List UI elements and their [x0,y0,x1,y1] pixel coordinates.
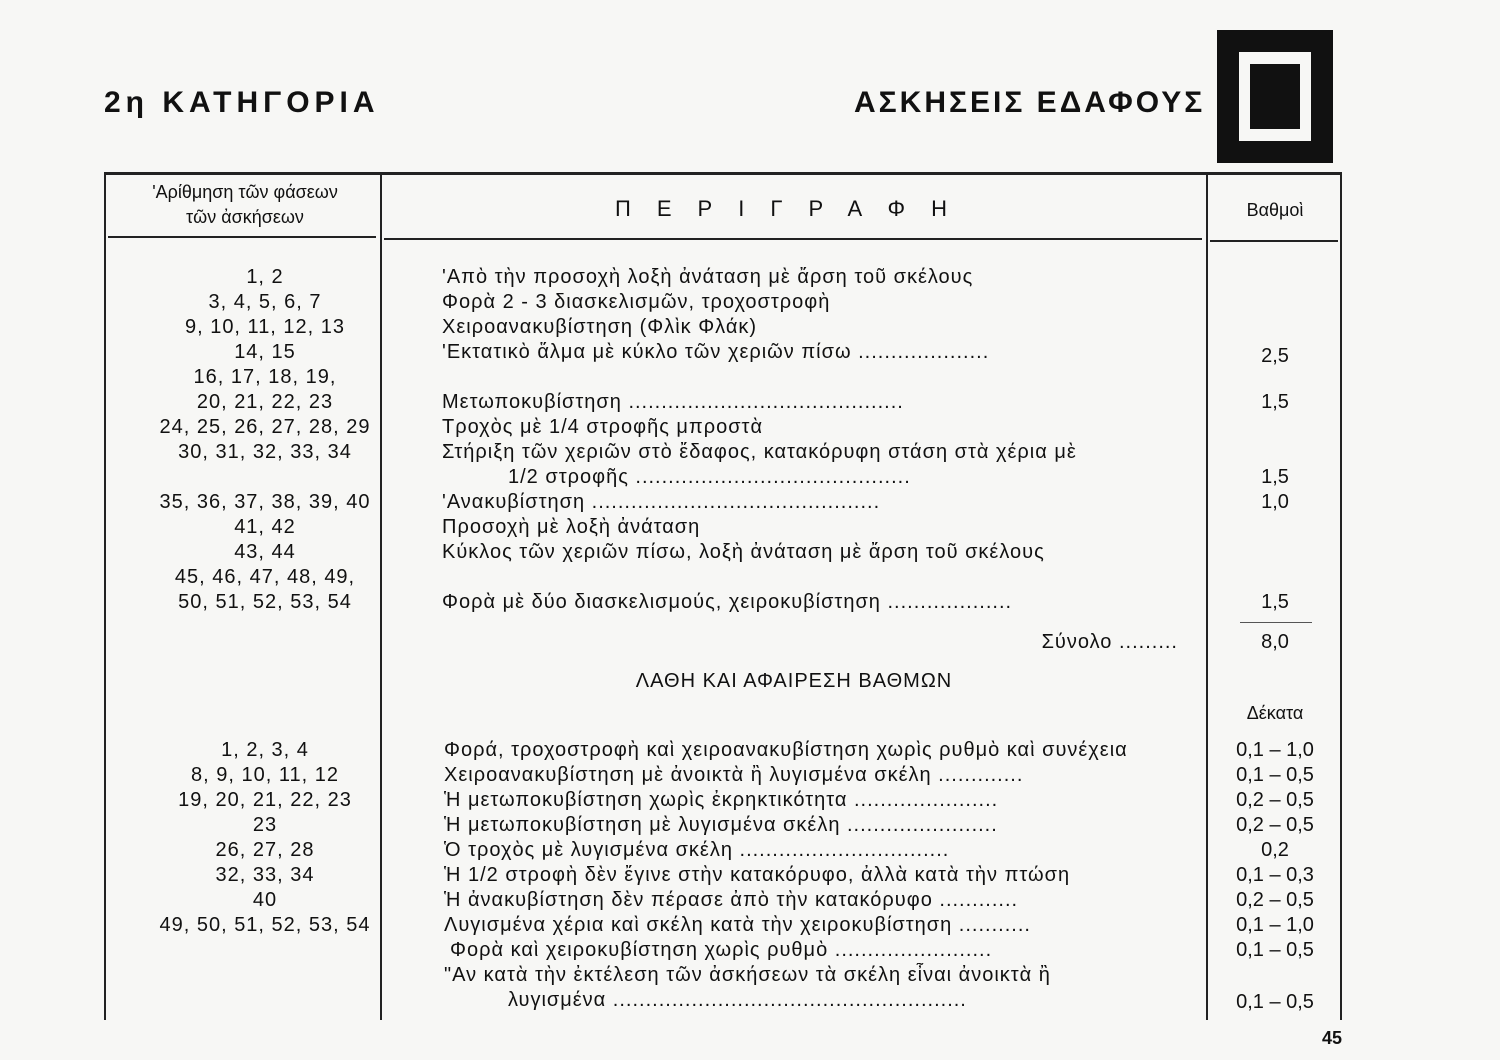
row-numbers: 26, 27, 28 [215,839,315,861]
row-numbers: 8, 9, 10, 11, 12 [191,764,339,786]
table-row [104,365,1342,390]
column-header-numbering-line1: 'Αρίθμηση τῶν φάσεων [152,182,338,202]
error-row [104,813,1342,838]
category-title: 2η ΚΑΤΗΓΟΡΙΑ [104,86,380,119]
row-description: Φορὰ 2 - 3 διασκελισμῶν, τροχοστροφὴ [442,291,831,313]
row-numbers: 45, 46, 47, 48, 49, [174,566,356,588]
table-row [104,565,1342,590]
table-row [104,315,1342,340]
table-row [104,265,1342,290]
error-row [104,838,1342,863]
row-deduction: 0,1 – 0,5 [1236,764,1314,786]
row-numbers: 19, 20, 21, 22, 23 [178,789,352,811]
errors-title: ΛΑΘΗ ΚΑΙ ΑΦΑΙΡΕΣΗ ΒΑΘΜΩΝ [635,670,953,692]
row-description: "Αν κατὰ τὴν ἐκτέλεση τῶν ἀσκήσεων τὰ σκέλη εἶναι ἀνοικτὰ ἢ [444,964,1051,986]
row-description: Λυγισμένα χέρια καὶ σκέλη κατὰ τὴν χειροκυβίστηση ........... [444,914,1031,936]
row-numbers: 41, 42 [234,516,296,538]
row-description: Ὁ τροχὸς μὲ λυγισμένα σκέλη ................................ [444,839,950,861]
table-row [104,415,1342,440]
tenths-label: Δέκατα [1246,703,1304,723]
row-deduction: 0,1 – 0,3 [1236,864,1314,886]
error-row [104,963,1342,988]
row-numbers: 50, 51, 52, 53, 54 [178,591,352,613]
row-points: 2,5 [1261,345,1289,367]
row-deduction: 0,2 – 0,5 [1236,814,1314,836]
table-row [104,590,1342,615]
table-row [104,390,1342,415]
row-description: Φορά, τροχοστροφὴ καὶ χειροανακυβίστηση χωρὶς ρυθμὸ καὶ συνέχεια [444,739,1128,761]
row-description: 'Εκτατικὸ ἅλμα μὲ κύκλο τῶν χεριῶν πίσω .................... [442,341,990,363]
row-description: Φορὰ μὲ δύο διασκελισμούς, χειροκυβίστηση ................... [442,591,1013,613]
error-row [104,888,1342,913]
row-deduction: 0,2 [1261,839,1289,861]
row-points: 1,0 [1261,491,1289,513]
row-deduction: 0,1 – 0,5 [1236,939,1314,961]
row-numbers: 1, 2 [246,266,284,288]
error-row [104,913,1342,938]
errors-section-header [104,669,1342,694]
row-numbers: 9, 10, 11, 12, 13 [184,316,346,338]
page-number: 45 [1322,1028,1343,1048]
row-numbers: 23 [252,814,278,836]
table-row [104,440,1342,465]
row-deduction: 0,2 – 0,5 [1236,889,1314,911]
row-numbers: 35, 36, 37, 38, 39, 40 [159,491,371,513]
row-deduction: 0,1 – 1,0 [1236,739,1314,761]
column-header-points: Βαθμοὶ [1246,200,1304,220]
row-description: Χειροανακυβίστηση μὲ ἀνοικτὰ ἢ λυγισμένα σκέλη ............. [444,764,1024,786]
row-description: λυγισμένα ...................................................... [508,989,967,1011]
row-description: Στήριξη τῶν χεριῶν στὸ ἔδαφος, κατακόρυφη στάση στὰ χέρια μὲ [442,441,1077,463]
row-description: Τροχὸς μὲ 1/4 στροφῆς μπροστὰ [442,416,764,438]
row-numbers: 1, 2, 3, 4 [221,739,309,761]
row-description: Ἡ 1/2 στροφὴ δὲν ἔγινε στὴν κατακόρυφο, ἀλλὰ κατὰ τὴν πτώση [444,864,1071,886]
tenths-row [104,701,1342,726]
row-numbers: 30, 31, 32, 33, 34 [178,441,352,463]
total-row [104,630,1342,655]
row-numbers: 24, 25, 26, 27, 28, 29 [159,416,371,438]
row-deduction: 0,1 – 1,0 [1236,914,1314,936]
table-row [104,340,1342,365]
row-deduction: 0,2 – 0,5 [1236,789,1314,811]
row-numbers: 16, 17, 18, 19, [193,366,337,388]
error-row [104,938,1342,963]
error-row [104,988,1342,1013]
row-description: Ἡ μετωποκυβίστηση μὲ λυγισμένα σκέλη ....................... [444,814,998,836]
row-description: 1/2 στροφῆς .......................................... [508,466,911,488]
scoring-table [104,172,1342,1020]
table-row [104,490,1342,515]
table-row [104,290,1342,315]
column-header-description: ΠΕΡΙΓΡΑΦΗ [615,196,973,221]
error-row [104,788,1342,813]
error-row [104,738,1342,763]
row-description: Φορὰ καὶ χειροκυβίστηση χωρὶς ρυθμὸ ........................ [450,939,993,961]
column-header-numbering-line2: τῶν ἀσκήσεων [186,207,304,227]
row-numbers: 3, 4, 5, 6, 7 [208,291,322,313]
row-points: 1,5 [1261,391,1289,413]
row-numbers: 14, 15 [234,341,296,363]
table-row [104,540,1342,565]
error-row [104,863,1342,888]
table-row [104,515,1342,540]
row-description: Ἡ μετωποκυβίστηση χωρὶς ἐκρηκτικότητα ...................... [444,789,999,811]
row-numbers: 40 [252,889,278,911]
row-numbers: 32, 33, 34 [215,864,315,886]
column-header-numbering [110,180,380,230]
section-title: ΑΣΚΗΣΕΙΣ ΕΔΑΦΟΥΣ [854,86,1206,119]
error-row [104,763,1342,788]
total-value: 8,0 [1261,631,1289,653]
row-description: Κύκλος τῶν χεριῶν πίσω, λοξὴ ἀνάταση μὲ ἄρση τοῦ σκέλους [442,541,1045,563]
row-description: Προσοχὴ μὲ λοξὴ ἀνάταση [442,516,701,538]
total-label: Σύνολο ......... [1041,631,1178,653]
row-description: Ἡ ἀνακυβίστηση δὲν πέρασε ἀπὸ τὴν κατακόρυφο ............ [444,889,1019,911]
row-deduction: 0,1 – 0,5 [1236,991,1314,1013]
row-description: Χειροανακυβίστηση (Φλὶκ Φλάκ) [442,316,758,338]
table-row [104,465,1342,490]
row-description: 'Ανακυβίστηση ............................................ [442,491,881,513]
row-description: 'Απὸ τὴν προσοχὴ λοξὴ ἀνάταση μὲ ἄρση τοῦ σκέλους [442,266,974,288]
square-in-square-icon [1217,30,1333,163]
row-numbers: 43, 44 [234,541,296,563]
row-numbers: 20, 21, 22, 23 [196,391,334,413]
row-description: Μετωποκυβίστηση .......................................... [442,391,904,413]
row-points: 1,5 [1261,591,1289,613]
row-points: 1,5 [1261,466,1289,488]
row-numbers: 49, 50, 51, 52, 53, 54 [159,914,371,936]
